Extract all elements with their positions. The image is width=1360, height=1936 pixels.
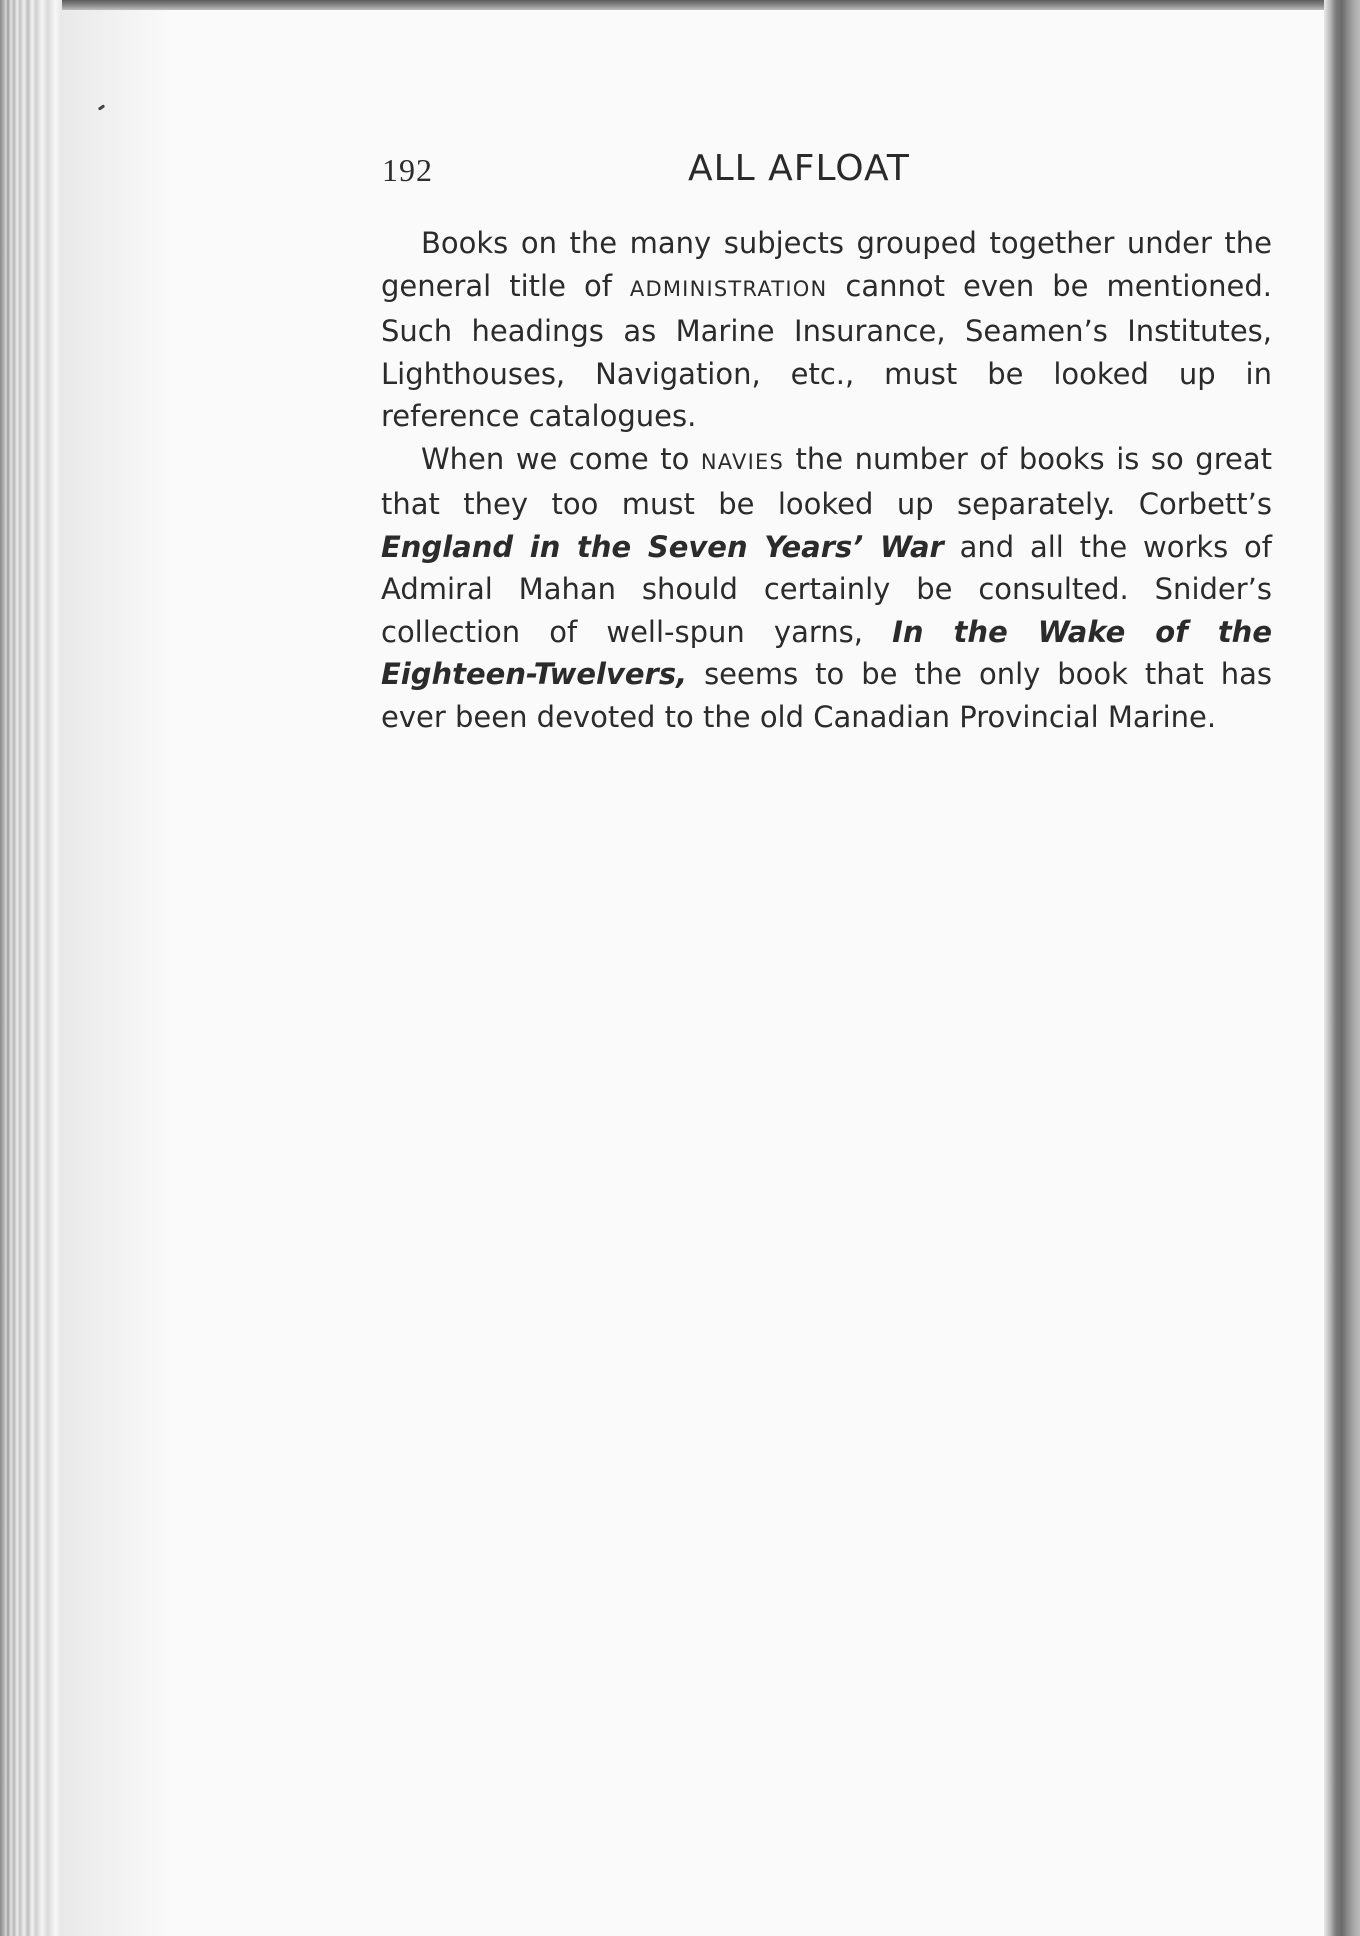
page-number: 192 [382, 152, 433, 188]
smallcaps-term: NAVIES [700, 449, 784, 474]
text-run: seems to be the only book that has ever been devoted to the old Canadian Provincial Marine. [381, 657, 1272, 734]
text-run: When we come to [421, 441, 701, 476]
right-page-edge [1324, 0, 1360, 1936]
book-title-italic: In the Wake of the Eighteen-Twelvers, [381, 614, 1272, 691]
text-run: the number of books is so great that they too must be looked up separately. Corbett’s [381, 441, 1272, 521]
text-run: Books on the many subjects grouped together under the general title of [381, 226, 1272, 303]
paragraph-administration [381, 222, 1272, 438]
book-title-italic: England in the Seven Years’ War [381, 529, 944, 564]
running-head [382, 148, 1272, 196]
text-run: cannot even be mentioned. Such headings as Marine Insurance, Seamen’s Institutes, Lighthouses, Navigation, etc., must be looked up in reference catalogues. [381, 268, 1272, 433]
paragraph-navies [381, 438, 1272, 739]
stacked-page-edges [0, 0, 62, 1936]
smallcaps-term: ADMINISTRATION [629, 276, 828, 301]
text-run: and all the works of Admiral Mahan should certainly be consulted. Snider’s collection of well-spun yarns, [381, 529, 1272, 649]
book-title: ALL AFLOAT [688, 148, 910, 189]
top-edge-shadow [0, 0, 1360, 10]
body-text [381, 222, 1272, 738]
gutter-shadow [62, 10, 172, 1936]
